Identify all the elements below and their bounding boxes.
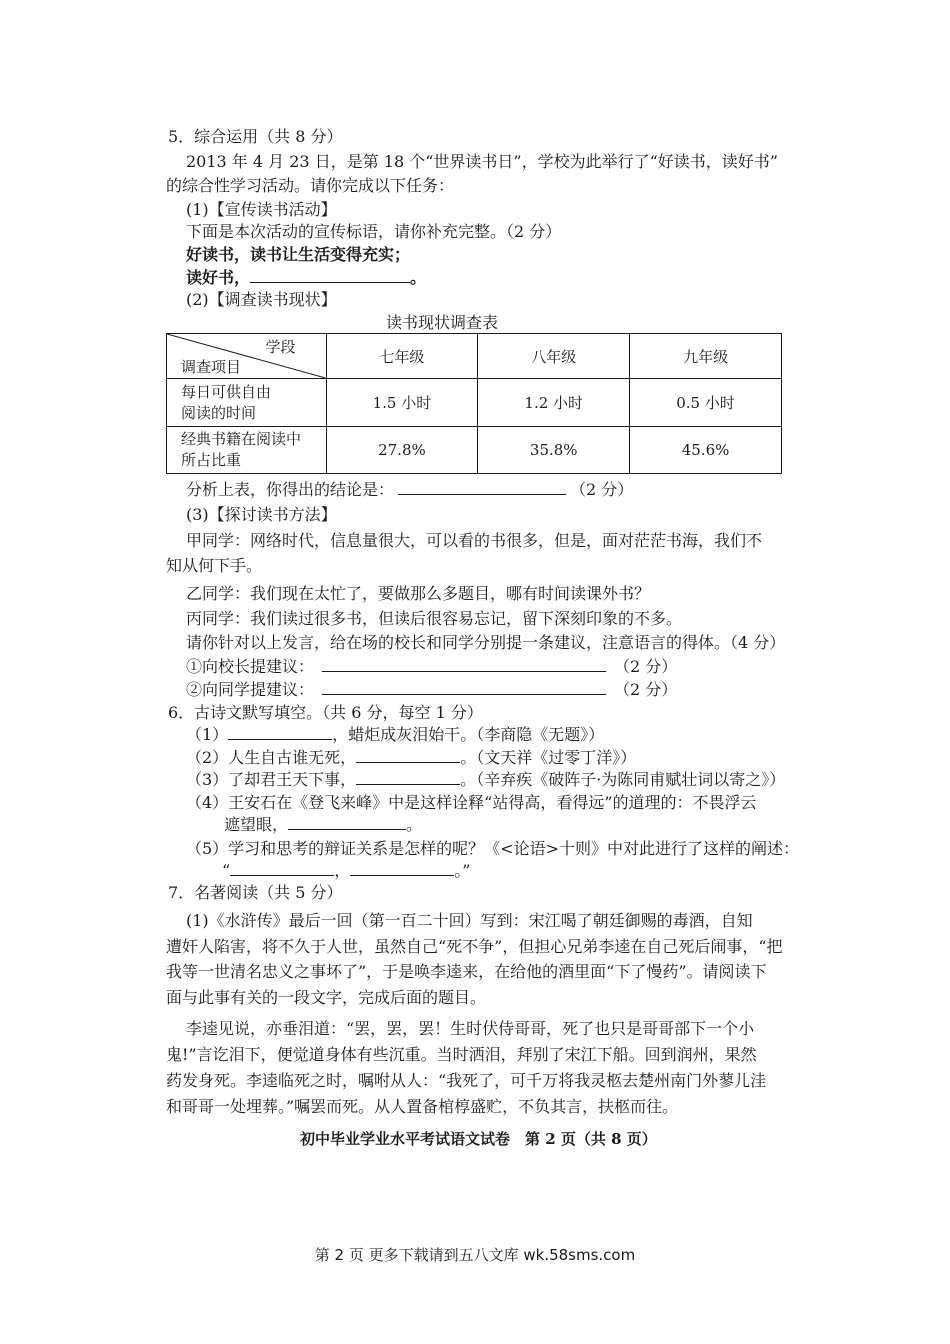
q6-item3-blank[interactable] [356, 769, 460, 785]
q6-item5-close-quote: 。” [454, 861, 471, 880]
q7-para1-line1: (1)《水浒传》最后一回（第一百二十回）写到：宋江喝了朝廷御赐的毒酒，自知 [186, 911, 753, 930]
suggest-principal-score: （2 分） [614, 657, 678, 676]
q6-item5-comma: ， [334, 861, 351, 880]
table-cell: 1.2 小时 [478, 379, 630, 427]
suggest-intro: 请你针对以上发言，给在场的校长和同学分别提一条建议，注意语言的得体。（4 分） [186, 633, 786, 652]
survey-table [166, 333, 782, 474]
column-header: 九年级 [630, 334, 782, 379]
q5-title: 5．综合运用（共 8 分） [168, 127, 343, 146]
suggest-principal-label: ①向校长提建议： [186, 657, 315, 676]
suggest-principal [186, 656, 677, 678]
suggest-classmate-blank[interactable] [322, 679, 606, 695]
q5-intro-line2: 的综合性学习活动。请你完成以下任务： [166, 176, 455, 195]
q5-intro-line1: 2013 年 4 月 23 日，是第 18 个“世界读书日”，学校为此举行了“好读书，读好书” [186, 152, 778, 171]
q6-item3-suffix: 。（辛弃疾《破阵子·为陈同甫赋壮词以寄之》） [460, 770, 786, 789]
q6-item2-prefix: （2）人生自古谁无死， [186, 748, 357, 767]
suggest-classmate [186, 679, 677, 701]
q6-item2-suffix: 。（文天祥《过零丁洋》） [460, 748, 637, 767]
q6-item1-prefix: （1） [186, 725, 229, 744]
q6-item4-suffix: 。 [406, 815, 423, 834]
slogan-line1: 好读书，读书让生活变得充实； [186, 245, 411, 264]
q6-item4-line1: （4）王安石在《登飞来峰》中是这样诠释“站得高，看得远”的道理的：不畏浮云 [186, 793, 757, 812]
q6-item4-blank[interactable] [288, 814, 406, 830]
q6-item5-blank1[interactable] [230, 860, 334, 876]
slogan-blank[interactable] [250, 267, 410, 283]
table-cell: 27.8% [326, 427, 478, 474]
row-label-line1: 经典书籍在阅读中 [181, 430, 302, 448]
analysis-score: （2 分） [570, 480, 634, 499]
q6-item2 [186, 747, 636, 769]
student-jia-line1: 甲同学：网络时代，信息量很大，可以看的书很多，但是，面对茫茫书海，我们不 [186, 531, 763, 550]
q6-title: 6．古诗文默写填空。（共 6 分，每空 1 分） [168, 703, 483, 722]
q5-task1-desc: 下面是本次活动的宣传标语，请你补充完整。（2 分） [186, 222, 562, 241]
site-footer: 第 2 页 更多下载请到五八文库 wk.58sms.com [314, 1246, 636, 1264]
table-cell: 45.6% [630, 427, 782, 474]
q7-para1-line2: 遭奸人陷害，将不久于人世，虽然自己“死不争”，但担心兄弟李逵在自己死后闹事，“把 [166, 937, 783, 956]
student-yi: 乙同学：我们现在太忙了，要做那么多题目，哪有时间读课外书？ [186, 584, 651, 603]
slogan-line2-prefix: 读好书， [186, 268, 251, 287]
table-corner-cell [167, 334, 327, 379]
q7-excerpt-line1: 李逵见说，亦垂泪道：“罢，罢，罢！生时伏侍哥哥，死了也只是哥哥部下一个小 [186, 1019, 755, 1038]
q6-item1-blank[interactable] [228, 724, 332, 740]
q7-para1-line3: 我等一世清名忠义之事坏了”，于是唤李逵来，在给他的酒里面“下了慢药”。请阅读下 [166, 962, 767, 981]
suggest-classmate-score: （2 分） [614, 680, 678, 699]
table-cell: 0.5 小时 [630, 379, 782, 427]
row-label-line2: 所占比重 [181, 451, 242, 469]
row-label-line1: 每日可供自由 [181, 382, 272, 401]
table-header-row [167, 334, 782, 379]
table-cell: 1.5 小时 [326, 379, 478, 427]
suggest-principal-blank[interactable] [322, 656, 606, 672]
q7-title: 7．名著阅读（共 5 分） [168, 883, 343, 902]
table-row [167, 379, 782, 427]
q6-item1-suffix: ，蜡炬成灰泪始干。（李商隐《无题》） [332, 725, 605, 744]
q6-item4-prefix: 遮望眼， [224, 815, 289, 834]
row-label-line2: 阅读的时间 [181, 403, 257, 422]
q5-task3-title: (3)【探讨读书方法】 [186, 505, 337, 524]
corner-top-label: 学段 [265, 338, 296, 356]
q6-item5-blank2[interactable] [350, 860, 454, 876]
q6-item3 [186, 769, 785, 791]
student-bing: 丙同学：我们读过很多书，但读后很容易忘记，留下深刻印象的不多。 [186, 609, 683, 628]
suggest-classmate-label: ②向同学提建议： [186, 680, 315, 699]
q5-task1-title: (1)【宣传读书活动】 [186, 200, 337, 219]
q6-item1 [186, 724, 604, 746]
analysis-line [186, 479, 633, 501]
slogan-line2-suffix: 。 [410, 268, 427, 287]
table-row [167, 427, 782, 474]
corner-bottom-label: 调查项目 [181, 358, 242, 376]
q6-item5-open-quote: “ [222, 861, 231, 880]
q7-excerpt-line2: 鬼!”言讫泪下，便觉道身体有些沉重。当时洒泪，拜别了宋江下船。回到润州，果然 [166, 1045, 757, 1064]
q6-item2-blank[interactable] [356, 747, 460, 763]
column-header: 八年级 [478, 334, 630, 379]
exam-footer: 初中毕业学业水平考试语文试卷 第 2 页（共 8 页） [300, 1130, 657, 1148]
table-title: 读书现状调查表 [386, 313, 499, 332]
q6-item4-line2 [224, 814, 422, 836]
q6-item3-prefix: （3）了却君王天下事， [186, 770, 357, 789]
analysis-blank[interactable] [398, 479, 566, 495]
column-header: 七年级 [326, 334, 478, 379]
q7-para1-line4: 面与此事有关的一段文字，完成后面的题目。 [166, 988, 487, 1007]
row-label [167, 379, 327, 427]
q7-excerpt-line4: 和哥哥一处埋葬。”嘱罢而死。从人置备棺椁盛贮，不负其言，扶柩而往。 [166, 1097, 679, 1116]
student-jia-line2: 知从何下手。 [166, 556, 263, 575]
q6-item5-line2 [222, 860, 470, 882]
slogan-line2 [186, 267, 426, 289]
q7-excerpt-line3: 药发身死。李逵临死之时，嘱咐从人：“我死了，可千万将我灵柩去楚州南门外蓼儿洼 [166, 1071, 767, 1090]
analysis-prefix: 分析上表，你得出的结论是： [186, 480, 395, 499]
q6-item5-line1: （5）学习和思考的辩证关系是怎样的呢？《<论语>十则》中对此进行了这样的阐述： [186, 839, 799, 858]
q5-task2-title: (2)【调查读书现状】 [186, 290, 337, 309]
row-label [167, 427, 327, 474]
table-cell: 35.8% [478, 427, 630, 474]
